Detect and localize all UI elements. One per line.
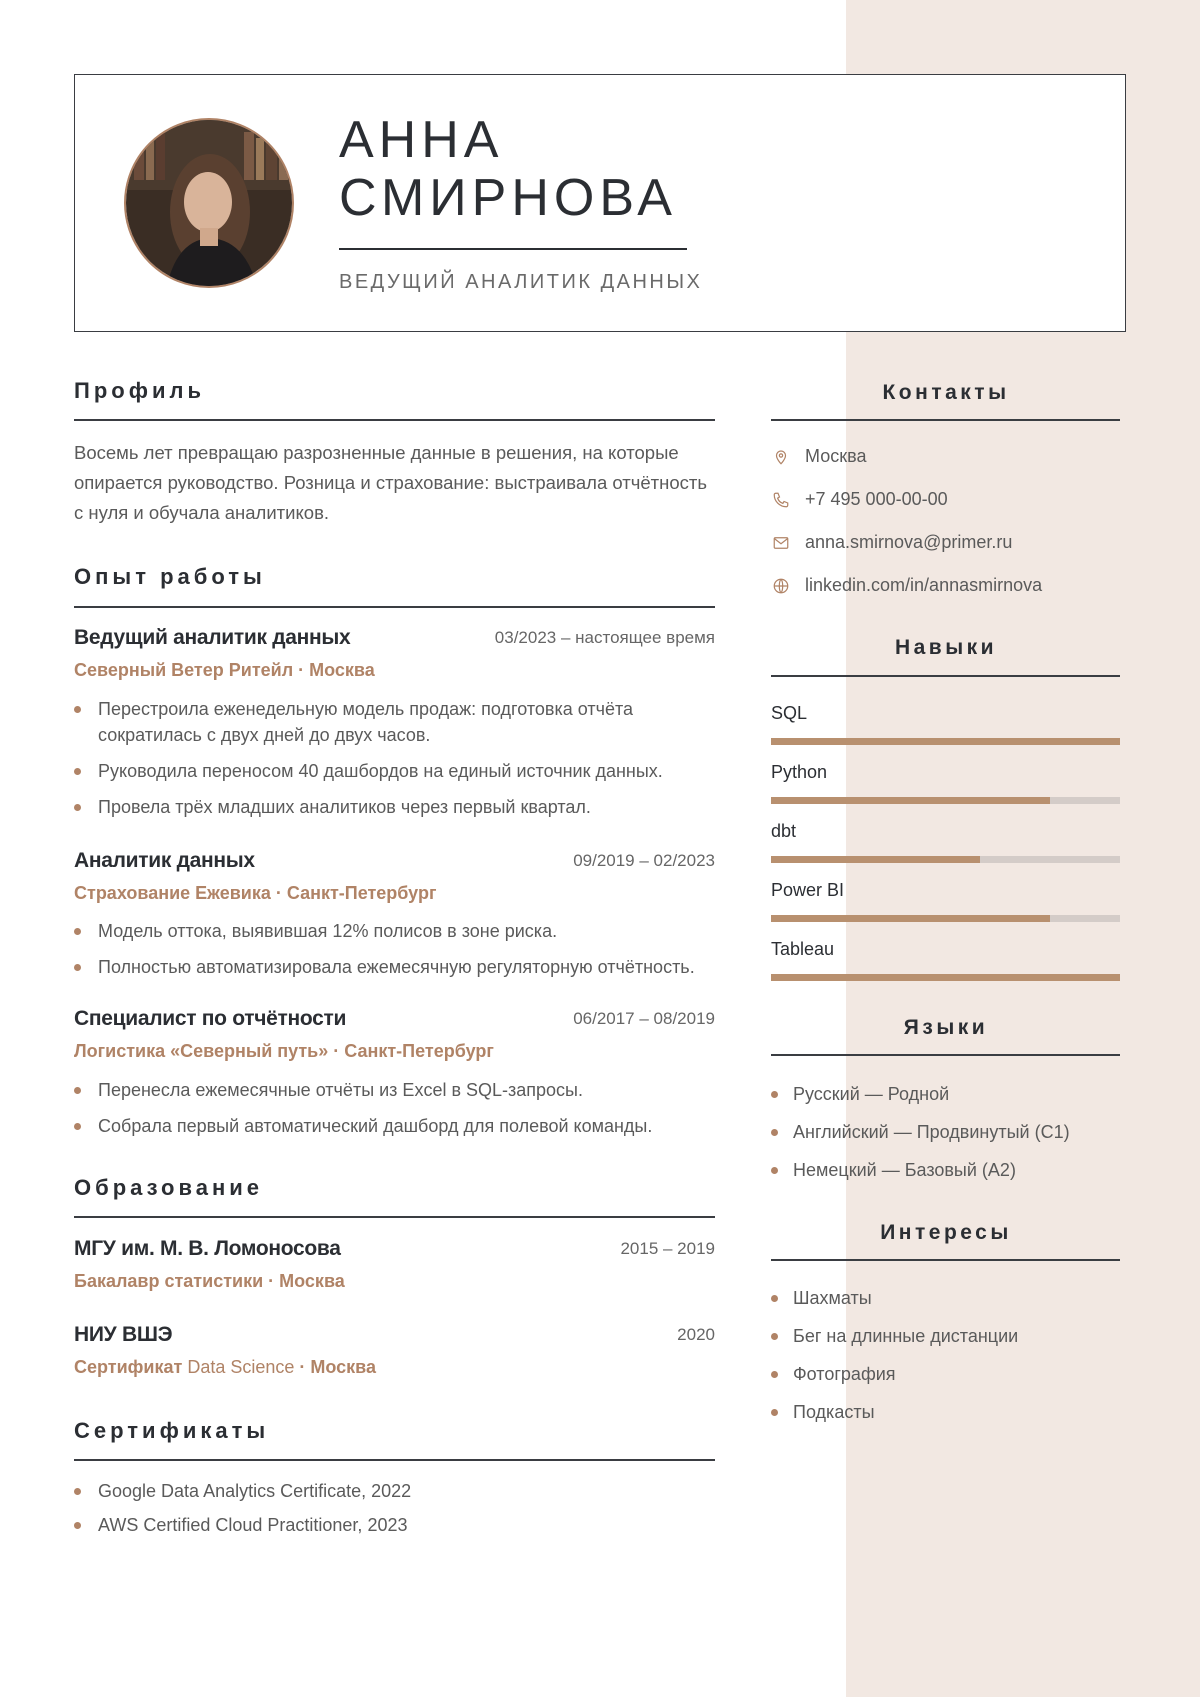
- certificates-divider: [74, 1459, 715, 1461]
- phone-icon: [771, 490, 791, 510]
- education-dates: 2020: [677, 1325, 715, 1344]
- job-achievements: [74, 696, 715, 830]
- skill-bar-fill: [771, 974, 1120, 981]
- skills-divider: [771, 675, 1120, 677]
- full-name: [339, 111, 677, 227]
- location-pin-icon: [771, 447, 791, 467]
- languages-list: [771, 1081, 1120, 1195]
- skill-item: [771, 939, 1120, 981]
- profile-divider: [74, 419, 715, 421]
- list-item: Русский — Родной: [771, 1081, 1120, 1119]
- certificates-list: [74, 1478, 715, 1548]
- languages-divider: [771, 1054, 1120, 1056]
- skill-name: Power BI: [771, 880, 845, 900]
- list-item: Перенесла ежемесячные отчёты из Excel в SQL-запросы.: [74, 1077, 715, 1103]
- degree-detail: Data Science: [182, 1357, 295, 1377]
- list-item: Модель оттока, выявившая 12% полисов в зоне риска.: [74, 918, 715, 944]
- list-item: Подкасты: [771, 1399, 1120, 1437]
- job-company: Северный Ветер Ритейл · Москва: [74, 660, 375, 680]
- job-dates: 09/2019 – 02/2023: [573, 851, 715, 870]
- contact-location: [771, 446, 866, 467]
- job-dates: 03/2023 – настоящее время: [494, 628, 715, 647]
- list-item: Google Data Analytics Certificate, 2022: [74, 1478, 715, 1504]
- job-achievements: [74, 918, 715, 990]
- job-company: Логистика «Северный путь» · Санкт-Петербург: [74, 1041, 494, 1061]
- degree-separator: ·: [294, 1357, 311, 1377]
- last-name: СМИРНОВА: [339, 169, 677, 227]
- education-degree: [74, 1271, 715, 1292]
- list-item: Фотография: [771, 1361, 1120, 1399]
- education-heading: Образование: [74, 1175, 263, 1200]
- interests-heading: Интересы: [880, 1221, 1012, 1244]
- interests-divider: [771, 1259, 1120, 1261]
- skill-item: [771, 821, 1120, 863]
- job-role: Ведущий аналитик данных: [74, 626, 351, 649]
- list-item: Собрала первый автоматический дашборд для полевой команды.: [74, 1113, 715, 1139]
- skill-bar-fill: [771, 738, 1120, 745]
- contact-text: linkedin.com/in/annasmirnova: [805, 575, 1043, 595]
- profile-text: Восемь лет превращаю разрозненные данные в решения, на которые опирается руководство. Розница и страхование: выстраивала отчётность с нуля и обучала аналитиков.: [74, 442, 708, 523]
- contact-phone: [771, 489, 948, 510]
- job-role: Аналитик данных: [74, 849, 255, 872]
- skill-bar: [771, 738, 1120, 745]
- experience-divider: [74, 606, 715, 608]
- skill-name: Python: [771, 762, 828, 782]
- avatar-photo: [126, 120, 294, 288]
- education-degree: [74, 1357, 715, 1378]
- list-item: Полностью автоматизировала ежемесячную регуляторную отчётность.: [74, 954, 715, 980]
- globe-icon: [771, 576, 791, 596]
- skill-bar: [771, 974, 1120, 981]
- skill-bar: [771, 797, 1120, 804]
- degree-city: Москва: [310, 1357, 376, 1377]
- job-entry: [74, 849, 715, 904]
- contact-email[interactable]: [771, 532, 1012, 553]
- skill-name: Tableau: [771, 939, 835, 959]
- skill-item: [771, 762, 1120, 804]
- contact-text: Москва: [805, 446, 867, 466]
- first-name: АННА: [339, 111, 504, 169]
- mail-icon: [771, 533, 791, 553]
- list-item: Бег на длинные дистанции: [771, 1323, 1120, 1361]
- school-name: МГУ им. М. В. Ломоносова: [74, 1237, 341, 1260]
- contact-text: anna.smirnova@primer.ru: [805, 532, 1013, 552]
- list-item: Шахматы: [771, 1285, 1120, 1323]
- contact-website[interactable]: [771, 575, 1042, 596]
- list-item: Руководила переносом 40 дашбордов на единый источник данных.: [74, 758, 715, 784]
- interests-list: [771, 1285, 1120, 1437]
- list-item: Провела трёх младших аналитиков через первый квартал.: [74, 794, 715, 820]
- degree-name: Сертификат: [74, 1357, 183, 1377]
- list-item: Немецкий — Базовый (A2): [771, 1157, 1120, 1195]
- name-divider: [339, 248, 687, 250]
- degree-separator: ·: [263, 1271, 280, 1291]
- skills-heading: Навыки: [894, 636, 998, 659]
- skill-item: [771, 880, 1120, 922]
- skill-bar: [771, 856, 1120, 863]
- job-achievements: [74, 1077, 715, 1149]
- avatar: [124, 118, 294, 288]
- job-dates: 06/2017 – 08/2019: [573, 1009, 715, 1028]
- list-item: Английский — Продвинутый (C1): [771, 1119, 1120, 1157]
- job-entry: [74, 626, 715, 681]
- contacts-divider: [771, 419, 1120, 421]
- skill-bar: [771, 915, 1120, 922]
- contact-text: +7 495 000-00-00: [805, 489, 948, 509]
- job-role: Специалист по отчётности: [74, 1007, 347, 1030]
- profile-heading: Профиль: [74, 378, 205, 403]
- skill-name: dbt: [771, 821, 797, 841]
- list-item: Перестроила еженедельную модель продаж: подготовка отчёта сократилась с двух дней до двух часов.: [74, 696, 715, 748]
- skill-bar-fill: [771, 915, 1050, 922]
- job-title: ВЕДУЩИЙ АНАЛИТИК ДАННЫХ: [339, 271, 703, 293]
- certificates-heading: Сертификаты: [74, 1418, 270, 1443]
- job-entry: [74, 1007, 715, 1062]
- education-entry: [74, 1237, 715, 1292]
- languages-heading: Языки: [903, 1016, 989, 1039]
- skill-bar-fill: [771, 797, 1050, 804]
- skill-bar-fill: [771, 856, 980, 863]
- contacts-heading: Контакты: [882, 381, 1010, 404]
- degree-name: Бакалавр статистики: [74, 1271, 264, 1291]
- header-card: [74, 74, 1126, 332]
- skill-item: [771, 703, 1120, 745]
- education-entry: [74, 1323, 715, 1378]
- degree-city: Москва: [279, 1271, 345, 1291]
- education-dates: 2015 – 2019: [620, 1239, 715, 1258]
- experience-heading: Опыт работы: [74, 564, 266, 589]
- skill-name: SQL: [771, 703, 808, 723]
- school-name: НИУ ВШЭ: [74, 1323, 173, 1346]
- job-company: Страхование Ежевика · Санкт-Петербург: [74, 883, 437, 903]
- education-divider: [74, 1216, 715, 1218]
- list-item: AWS Certified Cloud Practitioner, 2023: [74, 1512, 715, 1538]
